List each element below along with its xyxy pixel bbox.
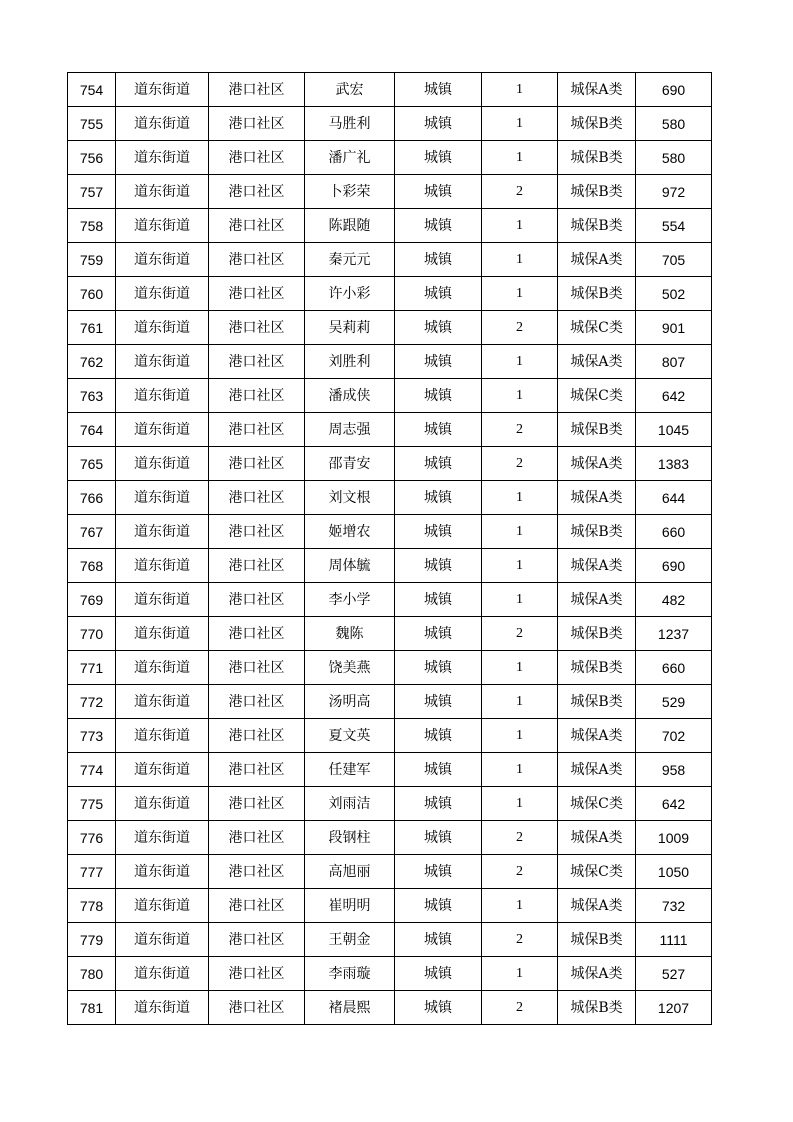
- street-cell: 道东街道: [116, 855, 209, 889]
- table-row: [68, 753, 712, 787]
- household-type-cell: 城镇: [395, 923, 482, 957]
- assistance-category-cell: 城保C类: [558, 311, 636, 345]
- table-row: [68, 413, 712, 447]
- serial-number-cell: 758: [68, 209, 116, 243]
- serial-number-cell: 773: [68, 719, 116, 753]
- street-cell: 道东街道: [116, 923, 209, 957]
- table-row: [68, 277, 712, 311]
- assistance-category-cell: 城保A类: [558, 447, 636, 481]
- assistance-category-cell: 城保C类: [558, 787, 636, 821]
- household-type-cell: 城镇: [395, 617, 482, 651]
- serial-number-cell: 761: [68, 311, 116, 345]
- person-name-cell: 崔明明: [305, 889, 395, 923]
- street-cell: 道东街道: [116, 277, 209, 311]
- street-cell: 道东街道: [116, 73, 209, 107]
- community-cell: 港口社区: [209, 685, 305, 719]
- household-type-cell: 城镇: [395, 583, 482, 617]
- assistance-category-cell: 城保C类: [558, 379, 636, 413]
- street-cell: 道东街道: [116, 685, 209, 719]
- household-type-cell: 城镇: [395, 141, 482, 175]
- serial-number-cell: 772: [68, 685, 116, 719]
- amount-cell: 482: [636, 583, 712, 617]
- community-cell: 港口社区: [209, 175, 305, 209]
- community-cell: 港口社区: [209, 481, 305, 515]
- table-row: [68, 447, 712, 481]
- household-type-cell: 城镇: [395, 413, 482, 447]
- amount-cell: 1237: [636, 617, 712, 651]
- street-cell: 道东街道: [116, 821, 209, 855]
- street-cell: 道东街道: [116, 481, 209, 515]
- serial-number-cell: 765: [68, 447, 116, 481]
- street-cell: 道东街道: [116, 719, 209, 753]
- person-name-cell: 高旭丽: [305, 855, 395, 889]
- serial-number-cell: 759: [68, 243, 116, 277]
- table-row: [68, 243, 712, 277]
- person-name-cell: 邵青安: [305, 447, 395, 481]
- community-cell: 港口社区: [209, 957, 305, 991]
- household-type-cell: 城镇: [395, 107, 482, 141]
- person-name-cell: 褚晨熙: [305, 991, 395, 1025]
- member-count-cell: 1: [482, 685, 558, 719]
- amount-cell: 502: [636, 277, 712, 311]
- street-cell: 道东街道: [116, 107, 209, 141]
- household-type-cell: 城镇: [395, 549, 482, 583]
- street-cell: 道东街道: [116, 651, 209, 685]
- street-cell: 道东街道: [116, 515, 209, 549]
- person-name-cell: 王朝金: [305, 923, 395, 957]
- assistance-category-cell: 城保A类: [558, 583, 636, 617]
- table-row: [68, 991, 712, 1025]
- amount-cell: 580: [636, 107, 712, 141]
- community-cell: 港口社区: [209, 413, 305, 447]
- assistance-category-cell: 城保A类: [558, 719, 636, 753]
- serial-number-cell: 762: [68, 345, 116, 379]
- assistance-category-cell: 城保B类: [558, 413, 636, 447]
- member-count-cell: 1: [482, 549, 558, 583]
- household-type-cell: 城镇: [395, 243, 482, 277]
- person-name-cell: 李小学: [305, 583, 395, 617]
- street-cell: 道东街道: [116, 583, 209, 617]
- household-type-cell: 城镇: [395, 481, 482, 515]
- household-type-cell: 城镇: [395, 175, 482, 209]
- person-name-cell: 刘胜利: [305, 345, 395, 379]
- household-type-cell: 城镇: [395, 651, 482, 685]
- assistance-category-cell: 城保A类: [558, 821, 636, 855]
- serial-number-cell: 779: [68, 923, 116, 957]
- amount-cell: 529: [636, 685, 712, 719]
- household-type-cell: 城镇: [395, 515, 482, 549]
- community-cell: 港口社区: [209, 447, 305, 481]
- assistance-category-cell: 城保A类: [558, 889, 636, 923]
- member-count-cell: 1: [482, 651, 558, 685]
- serial-number-cell: 766: [68, 481, 116, 515]
- assistance-category-cell: 城保B类: [558, 277, 636, 311]
- member-count-cell: 1: [482, 141, 558, 175]
- community-cell: 港口社区: [209, 311, 305, 345]
- street-cell: 道东街道: [116, 889, 209, 923]
- assistance-category-cell: 城保A类: [558, 753, 636, 787]
- household-type-cell: 城镇: [395, 379, 482, 413]
- member-count-cell: 2: [482, 311, 558, 345]
- amount-cell: 644: [636, 481, 712, 515]
- assistance-category-cell: 城保A类: [558, 243, 636, 277]
- person-name-cell: 陈跟随: [305, 209, 395, 243]
- person-name-cell: 段钢柱: [305, 821, 395, 855]
- table-row: [68, 481, 712, 515]
- table-row: [68, 549, 712, 583]
- member-count-cell: 1: [482, 73, 558, 107]
- amount-cell: 660: [636, 651, 712, 685]
- member-count-cell: 1: [482, 345, 558, 379]
- person-name-cell: 潘广礼: [305, 141, 395, 175]
- amount-cell: 1111: [636, 923, 712, 957]
- street-cell: 道东街道: [116, 957, 209, 991]
- person-name-cell: 李雨璇: [305, 957, 395, 991]
- serial-number-cell: 754: [68, 73, 116, 107]
- community-cell: 港口社区: [209, 345, 305, 379]
- assistance-category-cell: 城保A类: [558, 957, 636, 991]
- household-type-cell: 城镇: [395, 787, 482, 821]
- amount-cell: 642: [636, 787, 712, 821]
- community-cell: 港口社区: [209, 515, 305, 549]
- assistance-category-cell: 城保B类: [558, 685, 636, 719]
- serial-number-cell: 764: [68, 413, 116, 447]
- serial-number-cell: 780: [68, 957, 116, 991]
- street-cell: 道东街道: [116, 379, 209, 413]
- serial-number-cell: 767: [68, 515, 116, 549]
- household-type-cell: 城镇: [395, 73, 482, 107]
- amount-cell: 1045: [636, 413, 712, 447]
- person-name-cell: 汤明高: [305, 685, 395, 719]
- amount-cell: 580: [636, 141, 712, 175]
- serial-number-cell: 770: [68, 617, 116, 651]
- amount-cell: 660: [636, 515, 712, 549]
- member-count-cell: 1: [482, 107, 558, 141]
- assistance-category-cell: 城保B类: [558, 651, 636, 685]
- member-count-cell: 2: [482, 855, 558, 889]
- table-row: [68, 73, 712, 107]
- table-row: [68, 141, 712, 175]
- household-type-cell: 城镇: [395, 311, 482, 345]
- table-row: [68, 175, 712, 209]
- amount-cell: 705: [636, 243, 712, 277]
- household-type-cell: 城镇: [395, 345, 482, 379]
- assistance-category-cell: 城保B类: [558, 175, 636, 209]
- person-name-cell: 许小彩: [305, 277, 395, 311]
- community-cell: 港口社区: [209, 583, 305, 617]
- serial-number-cell: 777: [68, 855, 116, 889]
- assistance-category-cell: 城保C类: [558, 855, 636, 889]
- amount-cell: 1383: [636, 447, 712, 481]
- serial-number-cell: 775: [68, 787, 116, 821]
- community-cell: 港口社区: [209, 991, 305, 1025]
- member-count-cell: 1: [482, 583, 558, 617]
- table-row: [68, 787, 712, 821]
- street-cell: 道东街道: [116, 991, 209, 1025]
- household-type-cell: 城镇: [395, 719, 482, 753]
- assistance-category-cell: 城保A类: [558, 549, 636, 583]
- assistance-category-cell: 城保B类: [558, 515, 636, 549]
- serial-number-cell: 769: [68, 583, 116, 617]
- person-name-cell: 马胜利: [305, 107, 395, 141]
- serial-number-cell: 781: [68, 991, 116, 1025]
- member-count-cell: 1: [482, 209, 558, 243]
- community-cell: 港口社区: [209, 651, 305, 685]
- member-count-cell: 1: [482, 787, 558, 821]
- person-name-cell: 刘文根: [305, 481, 395, 515]
- serial-number-cell: 757: [68, 175, 116, 209]
- table-row: [68, 889, 712, 923]
- street-cell: 道东街道: [116, 413, 209, 447]
- table-row: [68, 821, 712, 855]
- street-cell: 道东街道: [116, 787, 209, 821]
- member-count-cell: 1: [482, 379, 558, 413]
- amount-cell: 554: [636, 209, 712, 243]
- table-row: [68, 209, 712, 243]
- table-row: [68, 107, 712, 141]
- household-type-cell: 城镇: [395, 277, 482, 311]
- community-cell: 港口社区: [209, 617, 305, 651]
- amount-cell: 732: [636, 889, 712, 923]
- amount-cell: 901: [636, 311, 712, 345]
- assistance-category-cell: 城保B类: [558, 209, 636, 243]
- table-row: [68, 515, 712, 549]
- person-name-cell: 秦元元: [305, 243, 395, 277]
- amount-cell: 807: [636, 345, 712, 379]
- street-cell: 道东街道: [116, 753, 209, 787]
- member-count-cell: 2: [482, 923, 558, 957]
- amount-cell: 690: [636, 73, 712, 107]
- roster-table: [67, 72, 712, 1025]
- table-row: [68, 379, 712, 413]
- member-count-cell: 1: [482, 957, 558, 991]
- community-cell: 港口社区: [209, 277, 305, 311]
- assistance-category-cell: 城保A类: [558, 481, 636, 515]
- community-cell: 港口社区: [209, 719, 305, 753]
- street-cell: 道东街道: [116, 209, 209, 243]
- member-count-cell: 2: [482, 617, 558, 651]
- community-cell: 港口社区: [209, 379, 305, 413]
- assistance-category-cell: 城保A类: [558, 73, 636, 107]
- assistance-category-cell: 城保A类: [558, 345, 636, 379]
- person-name-cell: 姬增农: [305, 515, 395, 549]
- household-type-cell: 城镇: [395, 889, 482, 923]
- amount-cell: 972: [636, 175, 712, 209]
- table-row: [68, 855, 712, 889]
- amount-cell: 642: [636, 379, 712, 413]
- community-cell: 港口社区: [209, 209, 305, 243]
- community-cell: 港口社区: [209, 243, 305, 277]
- assistance-category-cell: 城保B类: [558, 141, 636, 175]
- serial-number-cell: 756: [68, 141, 116, 175]
- household-type-cell: 城镇: [395, 991, 482, 1025]
- amount-cell: 1050: [636, 855, 712, 889]
- table-row: [68, 957, 712, 991]
- serial-number-cell: 776: [68, 821, 116, 855]
- serial-number-cell: 778: [68, 889, 116, 923]
- household-type-cell: 城镇: [395, 821, 482, 855]
- community-cell: 港口社区: [209, 753, 305, 787]
- community-cell: 港口社区: [209, 141, 305, 175]
- serial-number-cell: 771: [68, 651, 116, 685]
- household-type-cell: 城镇: [395, 209, 482, 243]
- serial-number-cell: 755: [68, 107, 116, 141]
- street-cell: 道东街道: [116, 175, 209, 209]
- amount-cell: 527: [636, 957, 712, 991]
- person-name-cell: 卜彩荣: [305, 175, 395, 209]
- community-cell: 港口社区: [209, 889, 305, 923]
- table-row: [68, 651, 712, 685]
- amount-cell: 958: [636, 753, 712, 787]
- person-name-cell: 魏陈: [305, 617, 395, 651]
- household-type-cell: 城镇: [395, 753, 482, 787]
- community-cell: 港口社区: [209, 855, 305, 889]
- amount-cell: 1009: [636, 821, 712, 855]
- person-name-cell: 任建军: [305, 753, 395, 787]
- member-count-cell: 1: [482, 889, 558, 923]
- member-count-cell: 2: [482, 175, 558, 209]
- household-type-cell: 城镇: [395, 447, 482, 481]
- roster-body: [68, 73, 712, 1025]
- table-row: [68, 583, 712, 617]
- person-name-cell: 刘雨洁: [305, 787, 395, 821]
- member-count-cell: 1: [482, 277, 558, 311]
- member-count-cell: 2: [482, 413, 558, 447]
- community-cell: 港口社区: [209, 787, 305, 821]
- table-row: [68, 345, 712, 379]
- street-cell: 道东街道: [116, 141, 209, 175]
- serial-number-cell: 768: [68, 549, 116, 583]
- table-row: [68, 685, 712, 719]
- community-cell: 港口社区: [209, 73, 305, 107]
- member-count-cell: 1: [482, 719, 558, 753]
- member-count-cell: 1: [482, 753, 558, 787]
- street-cell: 道东街道: [116, 311, 209, 345]
- amount-cell: 1207: [636, 991, 712, 1025]
- person-name-cell: 吴莉莉: [305, 311, 395, 345]
- serial-number-cell: 763: [68, 379, 116, 413]
- street-cell: 道东街道: [116, 617, 209, 651]
- table-row: [68, 311, 712, 345]
- household-type-cell: 城镇: [395, 855, 482, 889]
- person-name-cell: 周体毓: [305, 549, 395, 583]
- community-cell: 港口社区: [209, 107, 305, 141]
- assistance-category-cell: 城保B类: [558, 617, 636, 651]
- assistance-category-cell: 城保B类: [558, 107, 636, 141]
- table-row: [68, 923, 712, 957]
- person-name-cell: 周志强: [305, 413, 395, 447]
- street-cell: 道东街道: [116, 447, 209, 481]
- household-type-cell: 城镇: [395, 685, 482, 719]
- household-type-cell: 城镇: [395, 957, 482, 991]
- assistance-category-cell: 城保B类: [558, 923, 636, 957]
- street-cell: 道东街道: [116, 243, 209, 277]
- member-count-cell: 2: [482, 821, 558, 855]
- member-count-cell: 1: [482, 243, 558, 277]
- member-count-cell: 1: [482, 481, 558, 515]
- person-name-cell: 夏文英: [305, 719, 395, 753]
- table-row: [68, 719, 712, 753]
- serial-number-cell: 774: [68, 753, 116, 787]
- street-cell: 道东街道: [116, 549, 209, 583]
- serial-number-cell: 760: [68, 277, 116, 311]
- member-count-cell: 2: [482, 991, 558, 1025]
- member-count-cell: 2: [482, 447, 558, 481]
- amount-cell: 690: [636, 549, 712, 583]
- amount-cell: 702: [636, 719, 712, 753]
- community-cell: 港口社区: [209, 821, 305, 855]
- assistance-category-cell: 城保B类: [558, 991, 636, 1025]
- street-cell: 道东街道: [116, 345, 209, 379]
- person-name-cell: 武宏: [305, 73, 395, 107]
- table-row: [68, 617, 712, 651]
- community-cell: 港口社区: [209, 549, 305, 583]
- person-name-cell: 潘成侠: [305, 379, 395, 413]
- person-name-cell: 饶美燕: [305, 651, 395, 685]
- community-cell: 港口社区: [209, 923, 305, 957]
- member-count-cell: 1: [482, 515, 558, 549]
